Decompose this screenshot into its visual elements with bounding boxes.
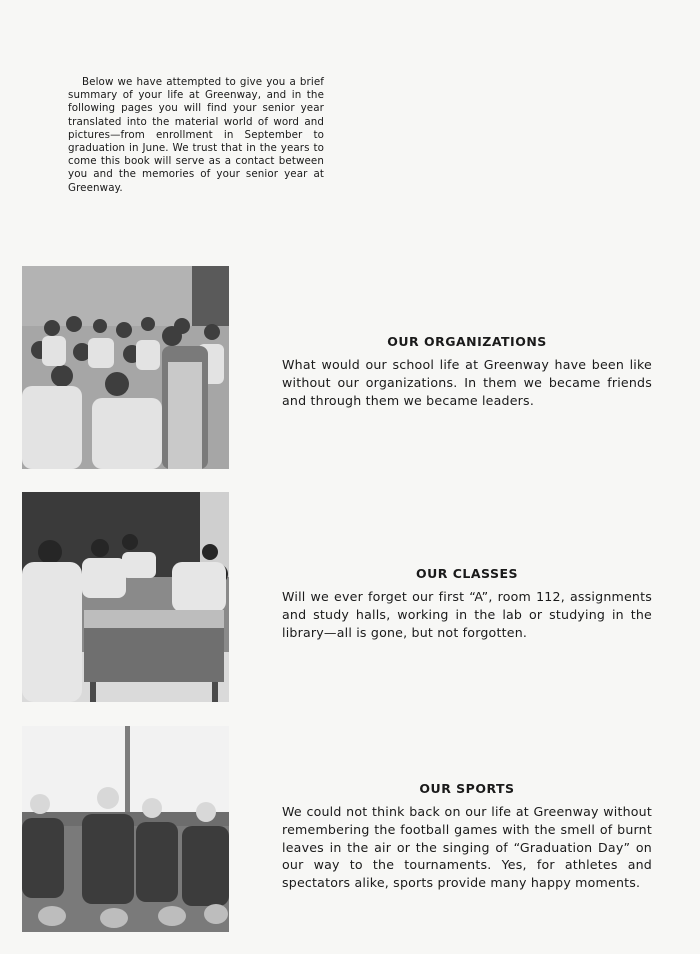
sports-section	[282, 781, 652, 892]
section-body-classes: Will we ever forget our first “A”, room 112, assignments and study halls, working in the lab or studying in the library—all is gone, but not forgotten.	[282, 589, 652, 640]
organizations-photo	[22, 266, 229, 469]
section-title-sports: OUR SPORTS	[419, 781, 515, 796]
section-body-sports: We could not think back on our life at Greenway without remembering the football games with the smell of burnt leaves in the air or the singing of “Graduation Day” on our way to the tournaments. Yes, for athletes and spectators alike, sports provide many happy moments.	[282, 804, 652, 891]
classes-photo	[22, 492, 229, 702]
section-body-organizations: What would our school life at Greenway have been like without our organizations. In them we became friends and through them we became leaders.	[282, 357, 652, 408]
sports-photo	[22, 726, 229, 932]
intro-paragraph: Below we have attempted to give you a brief summary of your life at Greenway, and in the following pages you will find your senior year translated into the material world of word and pictures—from enrollment in September to graduation in June. We trust that in the years to come this book will serve as a contact between you and the memories of your senior year at Greenway.	[68, 76, 324, 194]
section-title-classes: OUR CLASSES	[415, 566, 519, 581]
classes-section	[282, 566, 652, 641]
section-title-organizations: OUR ORGANIZATIONS	[387, 334, 547, 349]
organizations-section	[282, 334, 652, 409]
